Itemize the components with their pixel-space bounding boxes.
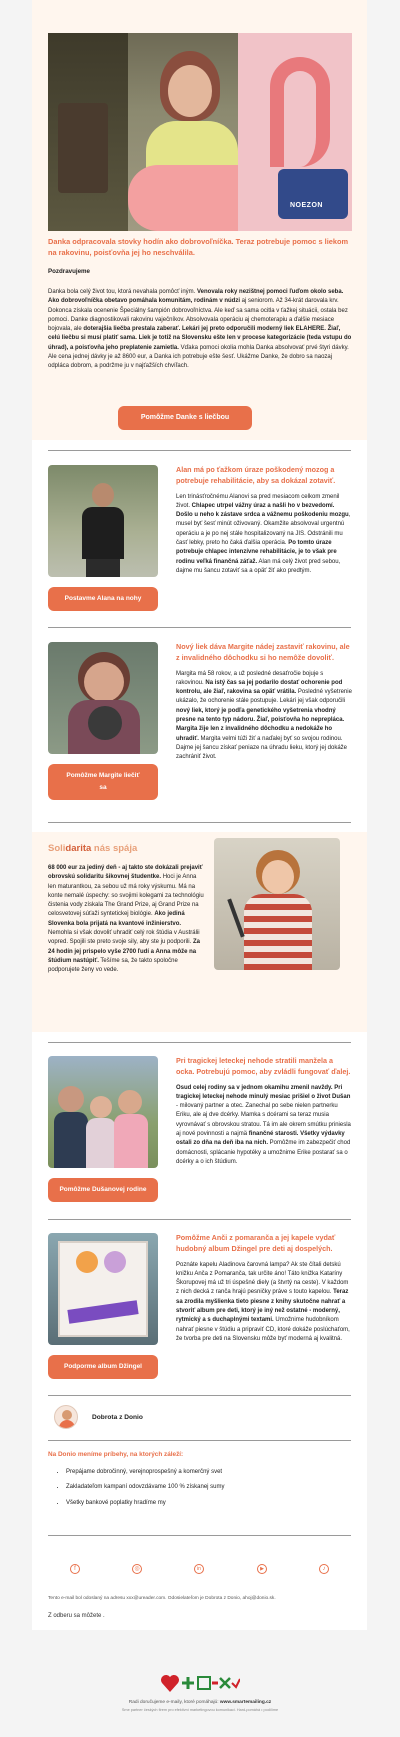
- youtube-icon[interactable]: ▶: [257, 1564, 267, 1574]
- divider: [48, 1219, 351, 1220]
- alan-body: Len trinásťročnému Alanovi sa pred mesiacom celkom zmenil život. Chlapec utrpel vážny úraz a našli ho v bezvedomí. Došlo u neho k zástave srdca a vážnemu poškodeniu mozgu, musel byť šesť minút oživovaný. Okamžite absolvoval urgentnú operáciu a je po nej stále hospitalizovaný na JIS. Odstránili mu časť lebky, preto ho čaká ďalšia operácia. Po tomto úraze potrebuje chlapec intenzívne rehabilitácie, je to však pre rodinu veľká finančná záťaž. Alan má celý život pred sebou, dajme mu šancu zotaviť sa a opäť žiť ako predtým.: [176, 493, 351, 574]
- divider: [48, 627, 351, 628]
- dzingel-body: Poznáte kapelu Aladinova čarovná lampa? Ak ste čítali detskú knižku Anča z Pomaranča, tak určite áno! Táto knižka Kataríny Škorupovej má už tri úspešné diely (a štvrtý na ceste). V každom z nich decká z ranča hrajú pesničky práve s touto kapelou. Teraz sa zrodila myšlienka tieto piesne z knihy skutočne nahrať a stvoriť album pre deti, ktorý je iný než ostatné - moderný, rytmický a s duchaplnými textami. Umožnime hudobníkom nahrať piesne v štúdiu a pripraviť CD, ktoré dokáže poslúchaťom, že tvorba pre deti na Slovensku môže byť moderná aj kvalitná.: [176, 1261, 350, 1342]
- smartemailing-link[interactable]: www.smartemailing.cz: [219, 1700, 272, 1705]
- dusan-body: Osud celej rodiny sa v jednom okamihu zmenil navždy. Pri tragickej leteckej nehode minulý mesiac prišiel o život Dušan - milovaný partner a otec. Zanechal po sebe nielen partnerku Eriku, ale aj dve dcérky. Mamka s dcérami sa teraz musia vyrovnávať s obrovskou stratou. Tá im ale okrem smútku priniesla aj nové povinnosti a najmä finančné starosti. Všetky výdavky ostali zo dňa na deň iba na nich. Pomôžme im zabezpečiť chod domácnosti, splácanie hypotéky a umožnime Erike postarať sa o dcérky a o ich štúdium.: [176, 1084, 351, 1165]
- help-margita-button[interactable]: Pomôžme Margite liečiť sa: [48, 764, 158, 800]
- hero-body: Danka bola celý život tou, ktorá nevahala pomôcť iným. Venovala roky nezištnej pomoci ľuďom okolo seba. Ako dobrovoľníčka obetavo pomáhala komunitám, rodinám v núdzi aj seniorom. Až 34-krát darovala krv. Dokonca získala ocenenie Špeciálny šampión dobrovoľníctva. Ale keď sa sama ocitla v ťažkej situácii, ostala bez pomoci. Danke diagnostikovali rakovinu vaječníkov. Absolvovala operáciu aj chemoterapiu a ďalšie mesiace bojovala, ale doterajšia liečba prestala zaberať. Lekári jej preto odporučili moderný liek ELAHERE. Žiaľ, celú liečbu si musí platiť sama. Liek je totiž na Slovensku ešte len v procese kategorizácie (teda vstupu do úhrad), a poisťovňa jeho preplatenie zamietla. Vďaka pomoci okolia mohla Danka absolvovať prvé štyri dávky. Ale cena jednej dávky je až 8600 eur, a Danka ich potrebuje ešte šesť. Ukážme Danke, že dobro sa naozaj odpláca dobrom, a podržme ju v najťažších chvíľach.: [48, 289, 352, 370]
- divider: [48, 1535, 351, 1536]
- margita-title: Nový liek dáva Margite nádej zastaviť rakovinu, ale z invalidného dôchodku si ho nemôže dovoliť.: [176, 642, 350, 662]
- tiktok-icon[interactable]: ♪: [319, 1564, 329, 1574]
- help-alan-button[interactable]: Postavme Alana na nohy: [48, 587, 158, 611]
- branding-small-text: Sme partner českých firem pro efektivní marketingovou komunikaci. Hard-pomáhá • podílíme: [121, 1708, 279, 1712]
- divider: [48, 1042, 351, 1043]
- margita-body: Margita má 58 rokov, a už posledné desaťročie bojuje s rakovinou. Na istý čas sa jej podarilo dostať ochorenie pod kontrolu, ale žiaľ, rakovina sa opäť vrátila. Posledné vyšetrenie ukázalo, že ochorenie stále postupuje. Lekári jej však odporučili nový liek, ktorý je podľa genetického vyšetrenia vhodný presne na tento typ nádoru. Žiaľ, poisťovňa ho neprepláca. Margita žije len z invalidného dôchodku a nedokáže ho uhradiť. Margita velmi túži žiť a naďalej byť so svojou rodinou. Dajme jej šancu získať peniaze na úhradu lieku, ktorý jej dokáže zachrániť život.: [176, 670, 352, 761]
- margita-story: [176, 642, 352, 763]
- anna-photo: [214, 838, 340, 970]
- instagram-icon[interactable]: ◎: [132, 1564, 142, 1574]
- dusan-family-photo: [48, 1056, 158, 1168]
- support-dzingel-button[interactable]: Podporme album Džingel: [48, 1355, 158, 1379]
- help-danka-button[interactable]: Pomôžme Danke s liečbou: [118, 406, 252, 430]
- linkedin-icon[interactable]: in: [194, 1564, 204, 1574]
- dusan-story: [176, 1056, 352, 1167]
- solidarity-body: 68 000 eur za jediný deň - aj takto ste dokázali prejaviť obrovskú solidaritu šikovnej študentke. Hoci je Anna len maturantkou, za sebou už má roky výskumu. Má na konte nemalé úspechy: so svojimi kolegami za technológiu čistenia vody získala The Grand Prize, aj Grand Prize na celosvetovej súťaži syntetickej biológie. Ako jediná Slovenka bola prijatá na kvantové inžinierstvo. Nemohla si však dovoliť uhradiť celý rok štúdia v Austrálii vopred. Spojili ste preto svoje sily, aby ste ju podporili. Za 24 hodín jej prispelo vyše 2700 ľudí a Anna môže na štúdium nastúpiť. Tešíme sa, že takto spoločne podporujete ženy vo vede.: [48, 865, 204, 974]
- divider: [48, 822, 351, 823]
- hero-photo: [48, 33, 352, 231]
- solidarity-block: [32, 832, 367, 1032]
- dzingel-story: [176, 1233, 352, 1344]
- smartemailing-logo-icon: [160, 1672, 240, 1694]
- unsubscribe-link[interactable]: Z odberu sa môžete .: [48, 1613, 105, 1619]
- facebook-icon[interactable]: f: [70, 1564, 80, 1574]
- divider: [48, 1440, 351, 1441]
- dzingel-album-photo: [48, 1233, 158, 1345]
- value-item: • Všetky bankové poplatky hradíme my: [66, 1499, 346, 1508]
- divider: [48, 450, 351, 451]
- hero-greeting: Pozdravujeme: [48, 268, 90, 275]
- value-item: • Zakladateľom kampaní odovzdávame 100 % získanej sumy: [66, 1483, 346, 1492]
- smartemailing-logo: [160, 1672, 240, 1694]
- solidarity-title: Solidarita nás spája: [48, 843, 138, 854]
- hero-headline: Danka odpracovala stovky hodín ako dobrovoľníčka. Teraz potrebuje pomoc s liekom na rakovinu, poisťovňa jej ho neschválila.: [48, 237, 349, 258]
- branding-text: Radi doručujeme e-maily, ktoré pomáhajú: www.smartemailing.cz: [128, 1700, 272, 1705]
- margita-photo: [48, 642, 158, 754]
- help-dusan-family-button[interactable]: Pomôžme Dušanovej rodine: [48, 1178, 158, 1202]
- divider: [48, 1395, 351, 1396]
- hero-photo-badge: NOEZON: [290, 202, 323, 209]
- alan-title: Alan má po ťažkom úraze poškodený mozog a potrebuje rehabilitácie, aby sa dokázal zotaviť.: [176, 465, 336, 485]
- signature-avatar: [54, 1405, 78, 1429]
- footer-note: Tento e-mail bol odoslaný na adresu xxx@ureader.com. Odosielateľom je Dobrota z Donio, ahoj@donio.sk.: [48, 1596, 276, 1601]
- value-item: • Prepájame dobročinný, verejnoprospešný a komerčný svet: [66, 1468, 346, 1477]
- hero-card: [32, 0, 367, 440]
- dzingel-title: Pomôžme Anči z pomaranča a jej kapele vydať hudobný album Džingel pre deti aj dospelých.: [176, 1233, 336, 1253]
- alan-photo: [48, 465, 158, 577]
- values-list: [66, 1468, 346, 1508]
- alan-story: [176, 465, 352, 576]
- values-title: Na Donio meníme príbehy, na ktorých záleží:: [48, 1451, 184, 1458]
- signature-name: Dobrota z Donio: [92, 1414, 143, 1421]
- dusan-title: Pri tragickej leteckej nehode stratili manžela a ocka. Potrebujú pomoc, aby zvládli fungovať ďalej.: [176, 1056, 351, 1076]
